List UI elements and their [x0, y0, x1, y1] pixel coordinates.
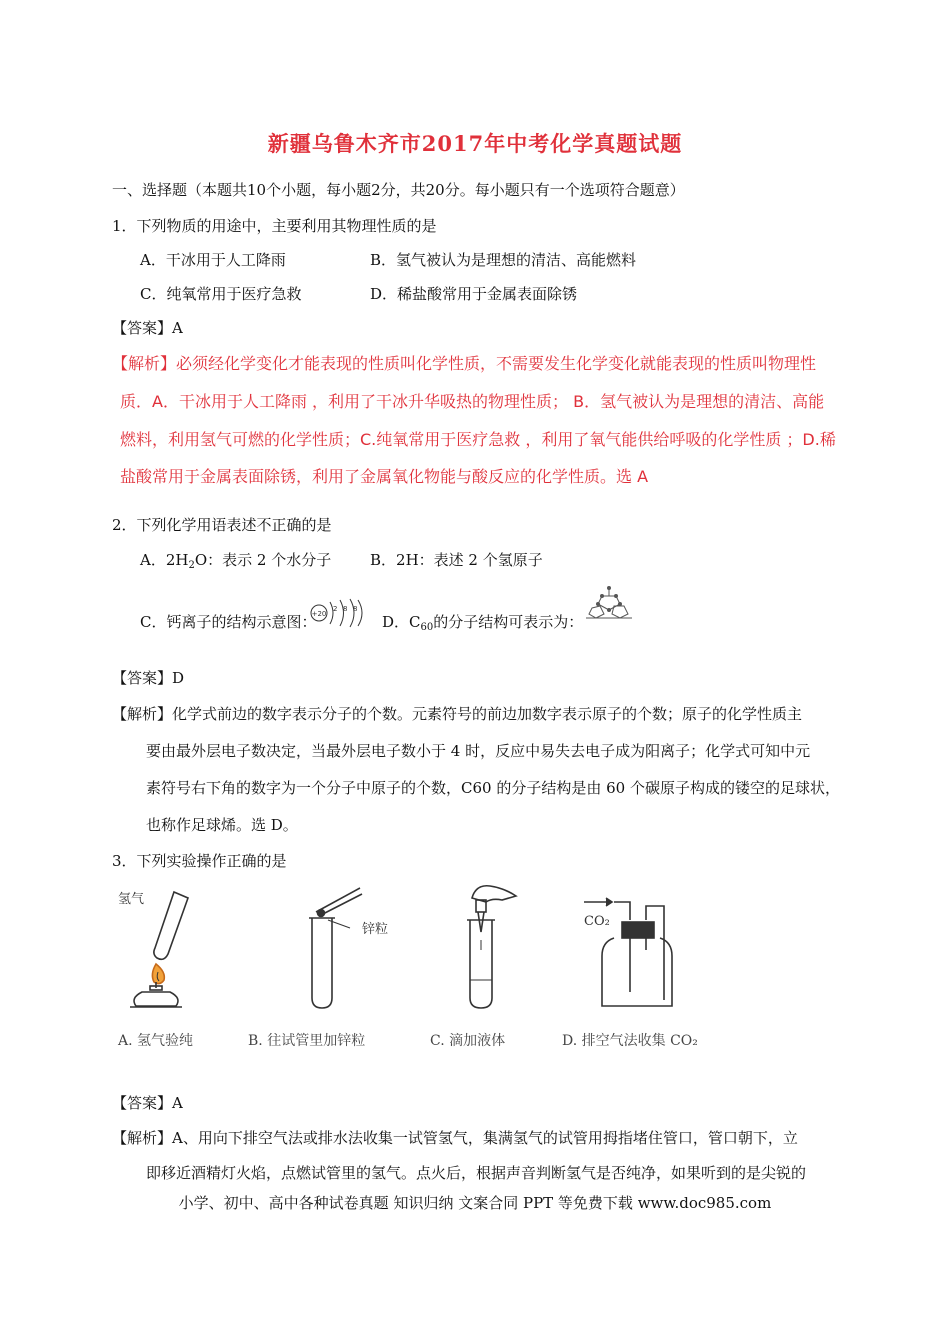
- q1-analysis-line: 质．A．干冰用于人工降雨 ，利用了干冰升华吸热的物理性质； B．氢气被认为是理想的清洁、高能: [120, 392, 825, 411]
- q1-answer: 【答案】A: [112, 319, 183, 337]
- q1-option-c: C．纯氧常用于医疗急救: [140, 285, 302, 303]
- figure-b-zinc-granules: [290, 880, 390, 1010]
- q1-analysis-line: 燃料，利用氢气可燃的化学性质；C.纯氧常用于医疗急救 ，利用了氧气能供给呼吸的化学性质 ；D.稀: [120, 430, 836, 449]
- figure-b-caption: B. 往试管里加锌粒: [248, 1033, 366, 1049]
- svg-text:8: 8: [353, 605, 358, 613]
- figure-a-label: 氢气: [118, 892, 145, 907]
- q2-analysis-line: 也称作足球烯。选 D。: [146, 816, 298, 834]
- q3-analysis-line: 【解析】A、用向下排空气法或排水法收集一试管氢气，集满氢气的试管用拇指堵住管口，管口朝下，立: [112, 1129, 798, 1147]
- q1-analysis-line: 【解析】必须经化学变化才能表现的性质叫化学性质，不需要发生化学变化就能表现的性质叫物理性: [112, 354, 817, 373]
- figure-b-label: 锌粒: [362, 922, 389, 937]
- q1-option-a: A．干冰用于人工降雨: [140, 251, 286, 269]
- q3-analysis-line: 即移近酒精灯火焰，点燃试管里的氢气。点火后，根据声音判断氢气是否纯净，如果听到的是尖锐的: [146, 1164, 807, 1182]
- q2-analysis-line: 素符号右下角的数字为一个分子中原子的个数，C60 的分子结构是由 60 个碳原子构成的镂空的足球状，: [146, 779, 840, 797]
- q2-option-d: D．$C_{60}$的分子结构可表示为：: [382, 613, 584, 633]
- figure-c-dropper: [442, 880, 542, 1010]
- svg-text:8: 8: [343, 605, 348, 613]
- q2-answer: 【答案】D: [112, 669, 185, 687]
- page-title: 新疆乌鲁木齐市2017年中考化学真题试题: [267, 131, 683, 156]
- q2-analysis-line: 要由最外层电子数决定，当最外层电子数小于 4 时，反应中易失去电子成为阳离子；化学式可知中元: [146, 742, 811, 760]
- figure-c-caption: C. 滴加液体: [430, 1033, 506, 1049]
- q2-option-c: C．钙离子的结构示意图：: [140, 613, 317, 631]
- q1-stem: 1．下列物质的用途中，主要利用其物理性质的是: [112, 217, 437, 235]
- q3-answer: 【答案】A: [112, 1094, 183, 1112]
- figure-a-caption: A. 氢气验纯: [118, 1033, 194, 1049]
- q1-analysis-line: 盐酸常用于金属表面除锈，利用了金属氧化物能与酸反应的化学性质。选 A: [120, 467, 649, 486]
- q1-option-d: D．稀盐酸常用于金属表面除锈: [370, 285, 578, 303]
- figure-d-caption: D. 排空气法收集 CO₂: [562, 1033, 698, 1049]
- figure-d-co2-collection: [580, 880, 690, 1010]
- calcium-ion-diagram: [308, 596, 370, 630]
- q3-stem: 3．下列实验操作正确的是: [112, 852, 287, 870]
- q1-option-b: B．氢气被认为是理想的清洁、高能燃料: [370, 251, 637, 269]
- q2-analysis-line: 【解析】化学式前边的数字表示分子的个数。元素符号的前边加数字表示原子的个数；原子的化学性质主: [112, 705, 803, 723]
- section-heading: 一、选择题（本题共10个小题，每小题2分，共20分。每小题只有一个选项符合题意）: [112, 181, 685, 199]
- figure-d-label: CO₂: [584, 914, 610, 929]
- svg-text:+20: +20: [311, 610, 327, 618]
- page-footer: 小学、初中、高中各种试卷真题 知识归纳 文案合同 PPT 等免费下载 www.doc985.com: [178, 1194, 772, 1212]
- svg-text:2: 2: [333, 605, 338, 613]
- q2-option-b: B．2H：表述 2 个氢原子: [370, 551, 543, 569]
- c60-structure-icon: [584, 584, 634, 624]
- q2-option-a: A．$2H_2O$：表示 2 个水分子: [140, 551, 332, 571]
- q2-stem: 2．下列化学用语表述不正确的是: [112, 516, 332, 534]
